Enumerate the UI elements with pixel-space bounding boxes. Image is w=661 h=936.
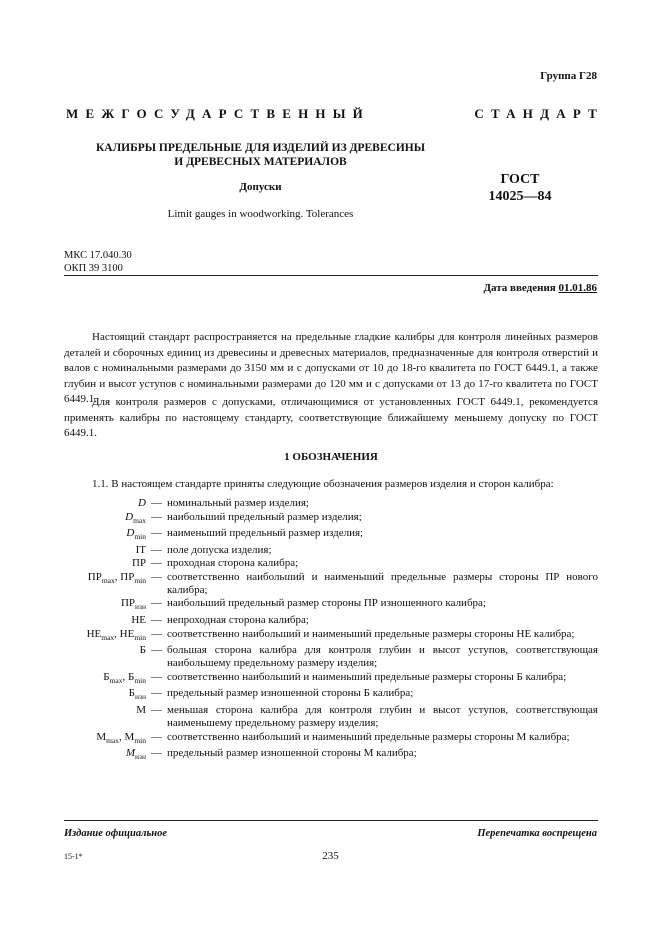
symbol-base: НЕ xyxy=(131,614,146,627)
definition-symbol xyxy=(64,557,146,570)
banner-right: СТАНДАРТ xyxy=(474,106,604,121)
symbol-base: НЕ xyxy=(119,627,135,640)
symbol-base: НЕ xyxy=(86,627,102,640)
definition-symbol: $М_{max}$, $М_{min}$ xyxy=(96,730,146,745)
definition-text: соответственно наибольший и наименьший предельные размеры стороны ПР нового калибра; xyxy=(167,570,598,596)
definition-symbol: $НЕ_{max}$, $НЕ_{min}$ xyxy=(86,627,146,642)
reprint-note: Перепечатка воспрещена xyxy=(477,828,597,839)
definition-symbol: $Б_{max}$, $Б_{min}$ xyxy=(103,670,146,685)
standard-name: ГОСТ xyxy=(500,172,540,187)
definition-text: предельный размер изношенной стороны Б калибра; xyxy=(167,687,414,700)
definition-symbol xyxy=(64,511,146,527)
symbol-base: IT xyxy=(135,543,146,556)
symbol-base: ПР xyxy=(131,557,146,570)
okp-code: ОКП 39 3100 xyxy=(64,263,123,274)
definition-dash: — xyxy=(151,730,162,743)
definition-row xyxy=(64,614,598,627)
definition-symbol xyxy=(64,497,146,510)
standard-banner xyxy=(66,106,604,122)
definition-text: предельный размер изношенной стороны М калибра; xyxy=(167,747,417,760)
symbol-base: Б xyxy=(103,670,110,683)
effective-date-label: Дата введения xyxy=(483,282,556,294)
definition-symbol xyxy=(64,527,146,543)
definitions-list xyxy=(64,497,598,764)
symbol-base: М xyxy=(125,747,135,760)
symbol-base: D xyxy=(125,510,134,523)
group-label: Группа Г28 xyxy=(540,70,597,82)
symbol-subscript: изн xyxy=(135,602,146,612)
definition-dash: — xyxy=(151,687,162,700)
definition-row xyxy=(64,747,598,763)
symbol-subscript: max xyxy=(106,735,120,745)
symbol-base: М xyxy=(136,704,146,717)
definition-text: непроходная сторона калибра; xyxy=(167,614,309,627)
definition-text: большая сторона калибра для контроля глубин и высот уступов, соответствующая наибольшему предельному размеру изделия; xyxy=(167,644,598,670)
definition-text: поле допуска изделия; xyxy=(167,543,272,556)
symbol-subscript: max xyxy=(101,576,115,586)
definition-symbol xyxy=(64,614,146,627)
english-title: Limit gauges in woodworking. Tolerances xyxy=(167,208,354,220)
title-line-1: КАЛИБРЫ ПРЕДЕЛЬНЫЕ ДЛЯ ИЗДЕЛИЙ ИЗ ДРЕВЕСИНЫ xyxy=(95,142,426,154)
symbol-subscript: изн xyxy=(135,692,146,702)
definition-dash: — xyxy=(151,527,162,540)
symbol-subscript: изн xyxy=(135,752,146,762)
divider xyxy=(64,275,598,276)
symbol-subscript: min xyxy=(134,532,146,542)
symbol-subscript: max xyxy=(109,675,123,685)
definition-dash: — xyxy=(151,557,162,570)
definition-text: наименьший предельный размер изделия; xyxy=(167,527,364,540)
definition-text: меньшая сторона калибра для контроля глубин и высот уступов, соответствующая наименьшему предельному размеру изделия; xyxy=(167,704,598,730)
definition-symbol xyxy=(64,597,146,613)
definition-row xyxy=(64,597,598,613)
definition-row xyxy=(64,671,598,687)
definition-dash: — xyxy=(151,627,162,640)
symbol-base: ПР xyxy=(87,570,102,583)
definition-dash: — xyxy=(151,747,162,760)
definition-dash: — xyxy=(151,704,162,717)
section-heading: 1 ОБОЗНАЧЕНИЯ xyxy=(284,451,378,463)
definition-dash: — xyxy=(151,543,162,556)
standard-number: 14025—84 xyxy=(488,189,552,204)
definition-text: соответственно наибольший и наименьший предельные размеры стороны М калибра; xyxy=(167,730,570,743)
symbol-base: Б xyxy=(128,670,135,683)
definition-symbol xyxy=(64,644,146,657)
definition-text: соответственно наибольший и наименьший предельные размеры стороны НЕ калибра; xyxy=(167,627,575,640)
definition-symbol xyxy=(64,747,146,763)
definition-row xyxy=(64,731,598,747)
definition-row xyxy=(64,497,598,510)
intro-paragraph-1: Настоящий стандарт распространяется на предельные гладкие калибры для контроля линейных размеров деталей и сборочных единиц из древесины и древесных материалов, предназначенные для контроля отверстий и валов с номинальными размерами до 3150 мм и с допусками от 10 до 18-го квалитета по ГОСТ 6449.1, а также глубин и высот уступов с номинальными размерами до 120 мм и с допусками от 13 до 17-го квалитета по ГОСТ 6449.1. xyxy=(64,331,598,405)
definition-symbol xyxy=(64,704,146,717)
definition-text: наибольший предельный размер стороны ПР изношенного калибра; xyxy=(167,597,486,610)
symbol-base: D xyxy=(138,497,146,509)
intro-paragraph-2: Для контроля размеров с допусками, отличающимися от установленных ГОСТ 6449.1, рекомендуется применять калибры по настоящему стандарту, соответствующие ближайшему меньшему допуску по ГОСТ 6449.1. xyxy=(64,396,598,439)
symbol-subscript: max xyxy=(133,515,146,525)
symbol-subscript: min xyxy=(134,632,146,642)
definition-row xyxy=(64,544,598,557)
definition-row xyxy=(64,557,598,570)
definition-text: проходная сторона калибра; xyxy=(167,557,299,570)
definition-row xyxy=(64,704,598,730)
symbol-subscript: max xyxy=(101,632,115,642)
symbol-subscript: min xyxy=(134,735,146,745)
symbol-base: Б xyxy=(128,687,135,700)
definition-dash: — xyxy=(151,570,162,583)
definition-dash: — xyxy=(151,497,162,509)
definition-row xyxy=(64,511,598,527)
document-subtitle: Допуски xyxy=(239,181,282,193)
definition-dash: — xyxy=(151,670,162,683)
definition-row xyxy=(64,527,598,543)
symbol-base: D xyxy=(126,527,135,540)
page-number: 235 xyxy=(322,850,339,862)
definition-symbol xyxy=(64,687,146,703)
classification-codes xyxy=(64,249,132,275)
definition-symbol: $ПР_{max}$, $ПР_{min}$ xyxy=(87,570,146,586)
title-line-2: И ДРЕВЕСНЫХ МАТЕРИАЛОВ xyxy=(174,156,347,168)
symbol-base: М xyxy=(96,730,107,743)
effective-date-value: 01.01.86 xyxy=(558,282,597,294)
definition-text: соответственно наибольший и наименьший предельные размеры стороны Б калибра; xyxy=(167,670,567,683)
definition-row xyxy=(64,644,598,670)
footer-divider xyxy=(64,820,598,821)
section-lead: 1.1. В настоящем стандарте приняты следующие обозначения размеров изделия и сторон калибра: xyxy=(92,478,554,490)
definition-dash: — xyxy=(151,597,162,610)
symbol-base: М xyxy=(124,730,135,743)
symbol-base: ПР xyxy=(120,570,135,583)
print-mark: 15-1* xyxy=(64,852,83,861)
definition-dash: — xyxy=(151,614,162,627)
definition-row xyxy=(64,628,598,644)
symbol-base: ПР xyxy=(120,597,135,610)
definition-text: наибольший предельный размер изделия; xyxy=(167,510,362,523)
effective-date xyxy=(483,282,597,294)
mks-code: МКС 17.040.30 xyxy=(64,250,132,261)
definition-text: номинальный размер изделия; xyxy=(167,497,309,509)
definition-symbol xyxy=(64,544,146,557)
definition-dash: — xyxy=(151,644,162,657)
edition-note: Издание официальное xyxy=(64,828,168,839)
banner-left: МЕЖГОСУДАРСТВЕННЫЙ xyxy=(66,106,370,121)
definition-row xyxy=(64,687,598,703)
symbol-subscript: min xyxy=(134,576,146,586)
document-title xyxy=(88,141,433,169)
definition-row xyxy=(64,571,598,597)
definition-dash: — xyxy=(151,510,162,523)
symbol-subscript: min xyxy=(134,675,146,685)
standard-designation xyxy=(480,171,560,205)
symbol-base: Б xyxy=(139,644,146,657)
